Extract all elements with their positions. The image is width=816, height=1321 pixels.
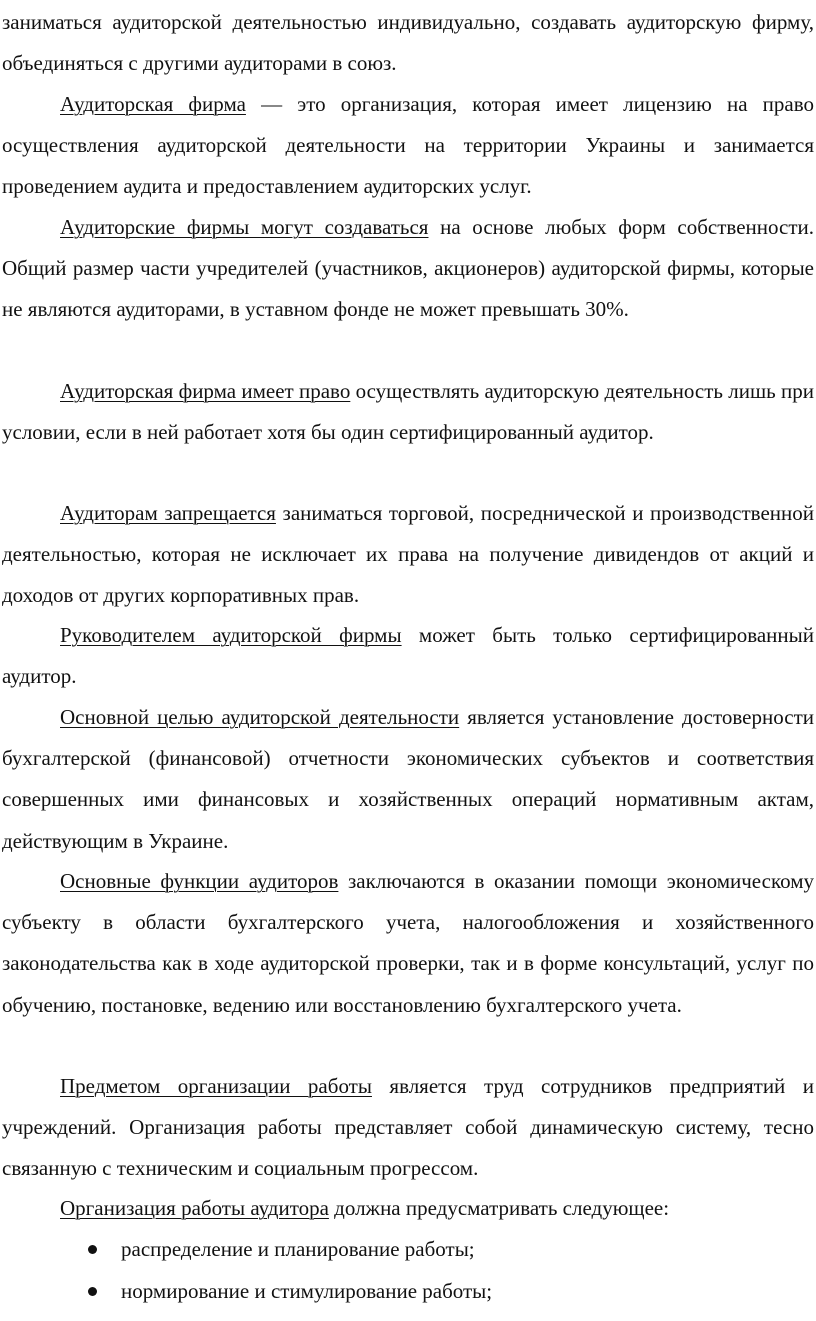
paragraph-text: — это организация, которая имеет лицензию на право осуществления аудиторской деятельности на территории Украины и занимается проведением аудита и предоставлением аудиторских услуг. [2, 92, 814, 199]
paragraph-lead-term: Основные функции аудиторов [60, 869, 339, 893]
paragraph-audit-firm [2, 84, 814, 208]
list-item-text: нормирование и стимулирование работы; [121, 1279, 493, 1303]
paragraph-prohibition [2, 493, 814, 617]
paragraph-lead-term: Аудиторам запрещается [60, 501, 276, 525]
paragraph-lead-term: Аудиторские фирмы могут создаваться [60, 215, 429, 239]
paragraph-functions [2, 861, 814, 1026]
paragraph-lead-term: Руководителем аудиторской фирмы [60, 623, 402, 647]
paragraph-firm-right [2, 371, 814, 453]
paragraph-goal [2, 697, 814, 862]
bullet-icon [88, 1245, 97, 1254]
paragraph-lead-term: Предметом организации работы [60, 1074, 372, 1098]
paragraph-subject [2, 1066, 814, 1190]
paragraph-intro [2, 2, 814, 84]
paragraph-text: заниматься торговой, посреднической и производственной деятельностью, которая не исключает их права на получение дивидендов от акций и доходов от других корпоративных прав. [2, 501, 814, 608]
paragraph-text: осуществлять аудиторскую деятельность лишь при условии, если в ней работает хотя бы один сертифицированный аудитор. [2, 379, 815, 445]
paragraph-text: является установление достоверности бухгалтерской (финансовой) отчетности экономических субъектов и соответствия совершенных ими финансовых и хозяйственных операций нормативным актам, действующим в Украине. [2, 705, 815, 853]
paragraph-lead-term: Аудиторская фирма имеет право [60, 379, 351, 403]
paragraph-text: должна предусматривать следующее: [328, 1196, 670, 1220]
paragraph-text: заключаются в оказании помощи экономическому субъекту в области бухгалтерского учета, налогообложения и хозяйственного законодательства как в ходе аудиторской проверки, так и в форме консультаций, услуг по обучению, постановке, ведению или восстановлению бухгалтерского учета. [2, 869, 815, 1017]
paragraph-text: может быть только сертифицированный аудитор. [2, 623, 814, 689]
paragraph-text: заниматься аудиторской деятельностью индивидуально, создавать аудиторскую фирму, объединяться с другими аудиторами в союз. [2, 10, 814, 76]
paragraph-lead-term: Организация работы аудитора [60, 1196, 329, 1220]
bullet-icon [88, 1287, 97, 1296]
paragraph-firm-creation [2, 207, 814, 331]
list-item-text: распределение и планирование работы; [121, 1237, 475, 1261]
paragraph-text: на основе любых форм собственности. Общий размер части учредителей (участников, акционеров) аудиторской фирмы, которые не являются аудиторами, в уставном фонде не может превышать 30%. [2, 215, 814, 322]
paragraph-lead-term: Основной целью аудиторской деятельности [60, 705, 460, 729]
paragraph-lead-term: Аудиторская фирма [60, 92, 246, 116]
paragraph-text: является труд сотрудников предприятий и учреждений. Организация работы представляет собой динамическую систему, тесно связанную с техническим и социальным прогрессом. [2, 1074, 814, 1181]
paragraph-head [2, 615, 814, 697]
paragraph-organization [2, 1188, 814, 1229]
